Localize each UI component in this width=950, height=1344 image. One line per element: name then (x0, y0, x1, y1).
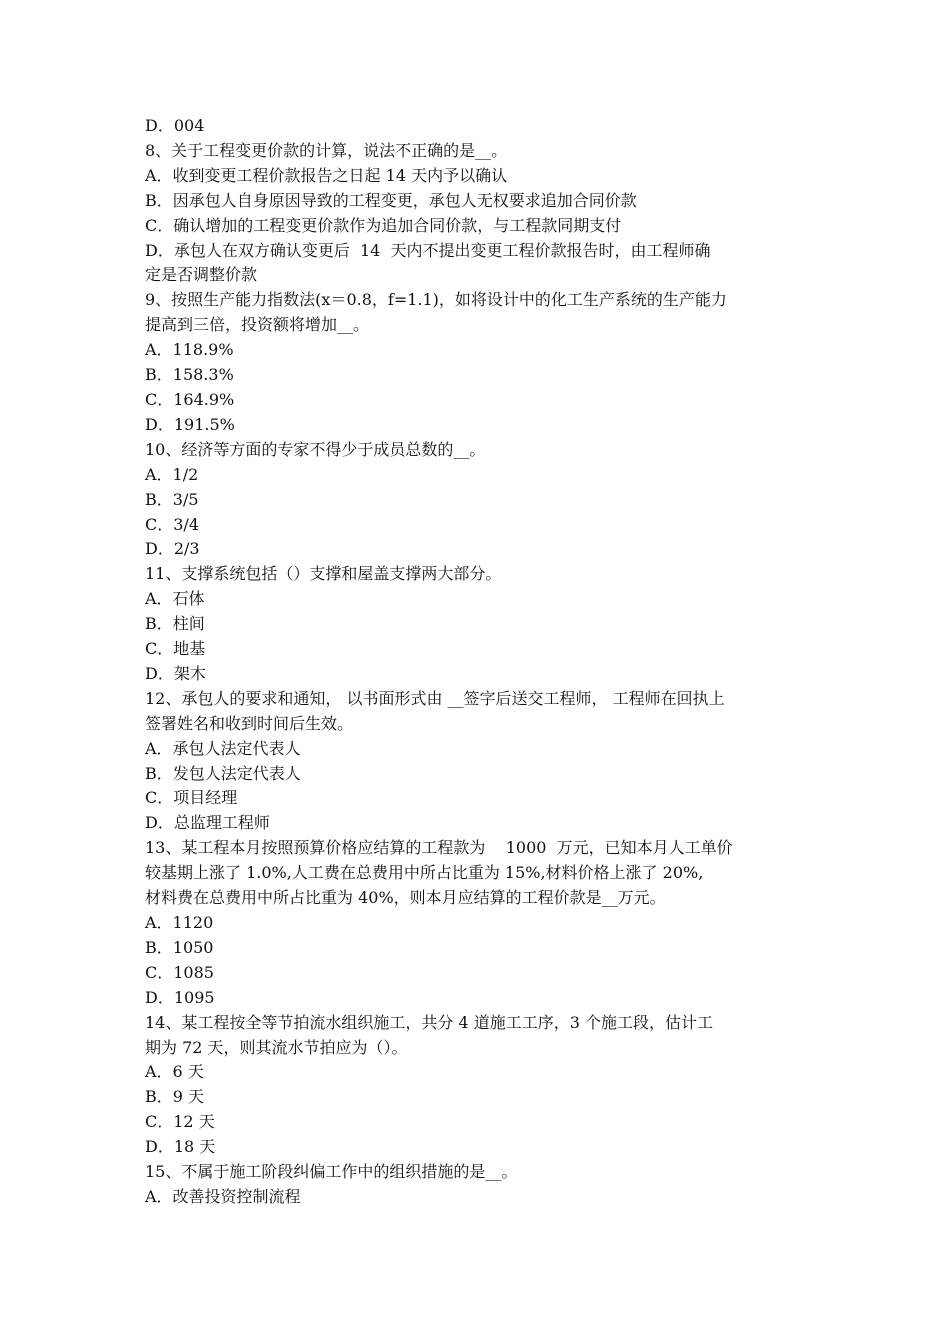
option-line: A．1/2 (145, 464, 199, 484)
option-line: B．1050 (145, 937, 214, 957)
option-line: A．石体 (145, 589, 205, 609)
question-14-continued: 期为 72 天，则其流水节拍应为（）。 (145, 1037, 408, 1057)
option-line-continued: 定是否调整价款 (145, 265, 258, 285)
option-line: B．发包人法定代表人 (145, 763, 301, 783)
option-line: C．3/4 (145, 514, 199, 534)
document-page (145, 114, 809, 1210)
option-line: B．3/5 (145, 489, 199, 509)
option-line: D．2/3 (145, 539, 200, 559)
option-line: C．12 天 (145, 1112, 215, 1132)
option-line: A．承包人法定代表人 (145, 738, 301, 758)
option-line: D．承包人在双方确认变更后 14 天内不提出变更工程价款报告时，由工程师确 (145, 240, 711, 260)
question-14: 14、某工程按全等节拍流水组织施工，共分 4 道施工工序，3 个施工段，估计工 (145, 1012, 713, 1032)
option-line: C．项目经理 (145, 788, 238, 808)
question-13-continued: 材料费在总费用中所占比重为 40%，则本月应结算的工程价款是__万元。 (145, 888, 666, 908)
option-line: A．118.9% (145, 340, 234, 360)
option-line: A．改善投资控制流程 (145, 1186, 301, 1206)
option-line: B．9 天 (145, 1087, 205, 1107)
option-line: A．1120 (145, 913, 214, 932)
option-line: D．004 (145, 116, 205, 135)
question-12: 12、承包人的要求和通知， 以书面形式由 __签字后送交工程师， 工程师在回执上 (145, 688, 725, 708)
option-line: A．收到变更工程价款报告之日起 14 天内予以确认 (145, 165, 508, 185)
option-line: D．架木 (145, 663, 206, 683)
option-line: C．164.9% (145, 389, 235, 409)
option-line: B．柱间 (145, 614, 205, 634)
question-10: 10、经济等方面的专家不得少于成员总数的__。 (145, 439, 486, 459)
question-13-continued: 较基期上涨了 1.0%,人工费在总费用中所占比重为 15%,材料价格上涨了 20%, (145, 863, 704, 883)
option-line: C．确认增加的工程变更价款作为追加合同价款，与工程款同期支付 (145, 215, 622, 235)
option-line: D．总监理工程师 (145, 813, 270, 833)
question-15: 15、不属于施工阶段纠偏工作中的组织措施的是__。 (145, 1162, 518, 1182)
question-8: 8、关于工程变更价款的计算，说法不正确的是__。 (145, 140, 508, 160)
option-line: C．地基 (145, 639, 206, 659)
question-9-continued: 提高到三倍，投资额将增加__。 (145, 315, 370, 335)
option-line: D．191.5% (145, 414, 235, 434)
option-line: C．1085 (145, 962, 214, 982)
question-12-continued: 签署姓名和收到时间后生效。 (145, 713, 354, 733)
option-line: D．1095 (145, 987, 215, 1007)
option-line: B．158.3% (145, 365, 234, 385)
question-9: 9、按照生产能力指数法(x＝0.8，f=1.1)，如将设计中的化工生产系统的生产能力 (145, 290, 727, 310)
question-11: 11、支撑系统包括（）支撑和屋盖支撑两大部分。 (145, 564, 502, 584)
option-line: B．因承包人自身原因导致的工程变更，承包人无权要求追加合同价款 (145, 190, 637, 210)
question-13: 13、某工程本月按照预算价格应结算的工程款为 1000 万元，已知本月人工单价 (145, 838, 733, 858)
option-line: D．18 天 (145, 1137, 216, 1157)
option-line: A．6 天 (145, 1062, 204, 1082)
